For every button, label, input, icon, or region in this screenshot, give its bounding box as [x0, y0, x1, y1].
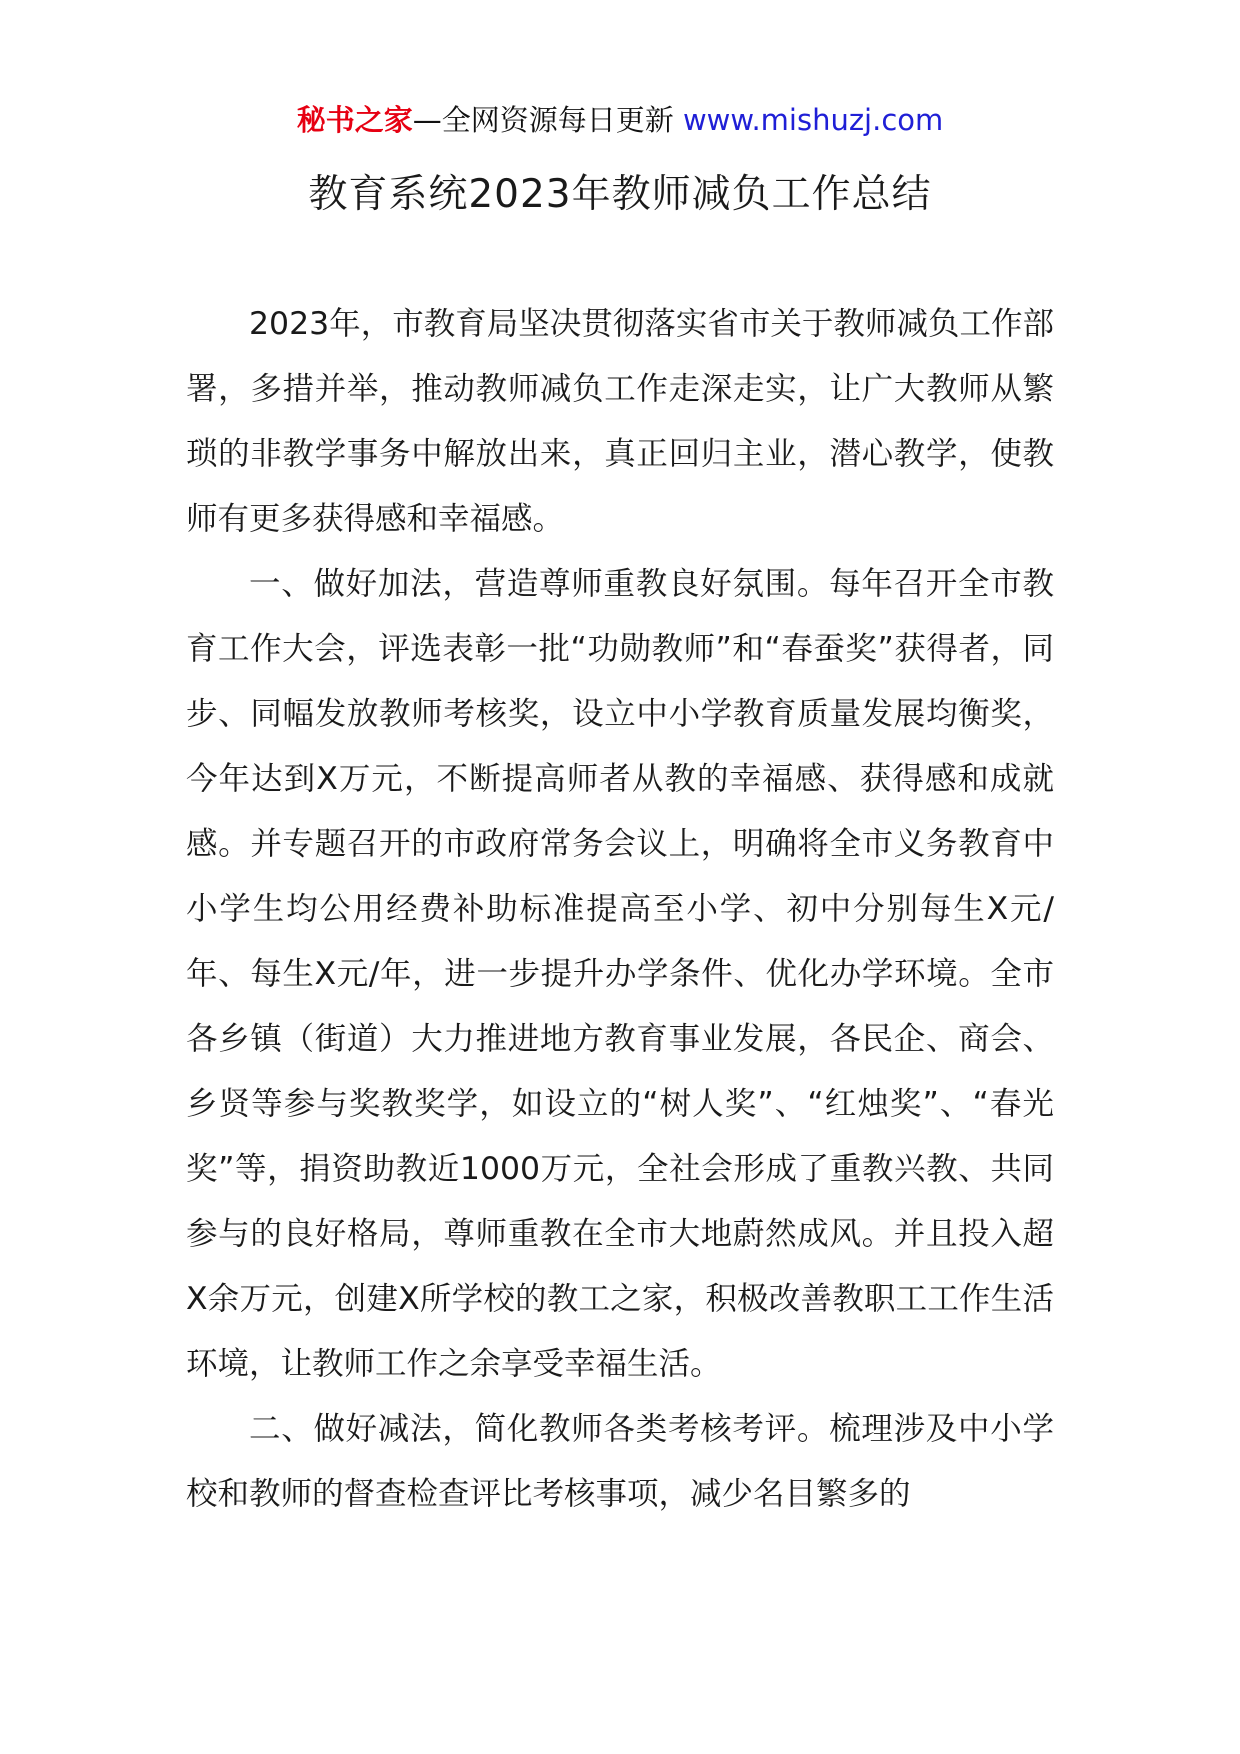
site-header [0, 100, 1240, 140]
brand-name: 秘书之家 [296, 103, 413, 137]
paragraph-intro: 2023年，市教育局坚决贯彻落实省市关于教师减负工作部署，多措并举，推动教师减负工作走深走实，让广大教师从繁琐的非教学事务中解放出来，真正回归主业，潜心教学，使教师有更多获得感和幸福感。 [186, 306, 1054, 537]
paragraph-section-one: 一、做好加法，营造尊师重教良好氛围。每年召开全市教育工作大会，评选表彰一批“功勋教师”和“春蚕奖”获得者，同步、同幅发放教师考核奖，设立中小学教育质量发展均衡奖，今年达到X万元，不断提高师者从教的幸福感、获得感和成就感。并专题召开的市政府常务会议上，明确将全市义务教育中小学生均公用经费补助标准提高至小学、初中分别每生X元/年、每生X元/年，进一步提升办学条件、优化办学环境。全市各乡镇（街道）大力推进地方教育事业发展，各民企、商会、乡贤等参与奖教奖学，如设立的“树人奖”、“红烛奖”、“春光奖”等，捐资助教近1000万元，全社会形成了重教兴教、共同参与的良好格局，尊师重教在全市大地蔚然成风。并且投入超X余万元，创建X所学校的教工之家，积极改善教职工工作生活环境，让教师工作之余享受幸福生活。 [186, 566, 1054, 1382]
site-url-link[interactable]: www.mishuzj.com [682, 103, 944, 137]
document-title: 教育系统2023年教师减负工作总结 [308, 172, 932, 217]
header-tagline: —全网资源每日更新 [412, 103, 674, 137]
document-body [186, 292, 1054, 1527]
paragraph-section-two: 二、做好减法，简化教师各类考核考评。梳理涉及中小学校和教师的督查检查评比考核事项，减少名目繁多的 [186, 1411, 1054, 1512]
